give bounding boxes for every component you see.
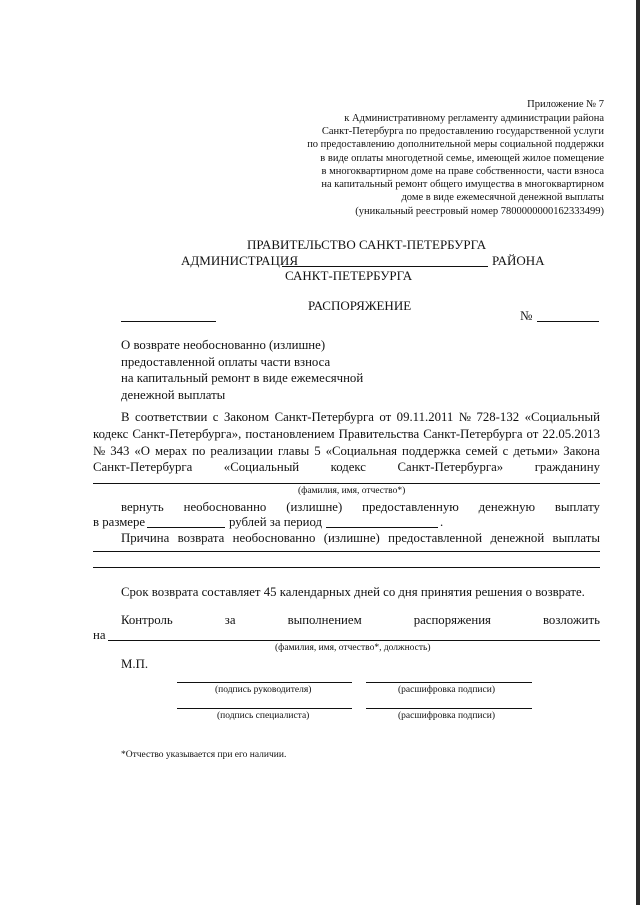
word: кодекс [330,460,366,474]
word: мерах [154,444,188,458]
word: выполнением [287,613,362,627]
word: № [458,410,471,424]
word: Закона [563,444,600,458]
stamp-label: М.П. [121,657,149,671]
subject-line: денежной выплаты [121,387,226,402]
word: выплату [554,500,600,514]
word: денежную [478,500,536,514]
number-blank-line [537,321,599,322]
word: денежной [490,531,545,545]
return-line [121,500,600,515]
word: 5 [314,444,321,458]
amount-end: . [440,515,444,529]
word: постановлением [245,427,335,441]
control-blank-line [108,640,600,641]
word: с [502,444,509,458]
word: необоснованно [232,531,316,545]
spec-decode-line [366,708,532,709]
head-sign-caption: (подпись руководителя) [215,685,312,695]
word: соответствии [135,410,208,424]
para1-line3 [93,444,600,459]
amount-mid: рублей за период [229,515,323,529]
word: детьми» [513,444,559,458]
word: выплаты [552,531,600,545]
word: возврата [177,531,225,545]
fio-blank-line [93,483,600,484]
amount-blank-line [147,527,225,528]
word: № [93,444,106,458]
word: распоряжения [413,613,491,627]
government-title: ПРАВИТЕЛЬСТВО САНКТ-ПЕТЕРБУРГА [247,237,487,252]
word: реализации [210,444,273,458]
word: Правительства [338,427,420,441]
word: главы [277,444,310,458]
word: Контроль [121,613,173,627]
appendix-line: на капитальный ремонт общего имущества в многоквартирном [321,179,604,190]
term-text: Срок возврата составляет 45 календарных дней со дня принятия решения о возврате. [121,585,585,599]
subject-line: предоставленной оплаты части взноса [121,354,331,369]
scan-edge [636,0,640,905]
control-line [121,613,600,628]
appendix-line: Приложение № 7 [527,99,604,110]
word: Санкт-Петербурга» [397,460,504,474]
word: Санкт-Петербурга [423,427,523,441]
word: необоснованно [183,500,267,514]
subject-line: на капитальный ремонт в виде ежемесячной [121,371,364,385]
subject-line: О возврате необоснованно (излишне) [121,338,326,352]
word: 728-132 [476,410,520,424]
word: Санкт-Петербурга [274,410,374,424]
control-on: на [93,628,106,642]
head-decode-line [366,682,532,683]
word: за [224,613,236,627]
word: 09.11.2011 [396,410,454,424]
word: «О [134,444,150,458]
spec-sign-line [177,708,352,709]
city-label: САНКТ-ПЕТЕРБУРГА [285,268,413,283]
word: (излишне) [286,500,343,514]
appendix-line: в виде оплаты многодетной семье, имеющей жилое помещение [320,153,604,164]
word: предоставленную [362,500,459,514]
period-blank-line [326,527,438,528]
word: Причина [121,531,170,545]
date-blank-line [121,321,216,322]
district-blank-line [282,266,488,267]
spec-sign-caption: (подпись специалиста) [217,711,310,721]
word: «Социальная [325,444,398,458]
word: поддержка [402,444,461,458]
word: семей [465,444,498,458]
para1-line4 [93,460,600,475]
word: от [379,410,392,424]
appendix-line: к Административному регламенту администрации района [344,113,604,124]
word: предоставленной [388,531,483,545]
reason-line [121,531,600,546]
word: гражданину [534,460,600,474]
para1-line2 [93,427,600,442]
administration-label: АДМИНИСТРАЦИЯ [181,253,298,268]
reason-blank-line-2 [93,567,600,568]
subject-block [121,337,363,403]
word: от [526,427,539,441]
reason-blank-line-1 [93,551,600,552]
word: «Социальный [223,460,300,474]
word: В [121,410,130,424]
appendix-line: Санкт-Петербурга по предоставлению государственной услуги [321,126,604,137]
word: Санкт-Петербурга», [132,427,242,441]
word: с [212,410,219,424]
word: (излишне) [323,531,380,545]
appendix-line: (уникальный реестровый номер 7800000000162333499) [355,206,604,217]
word: Законом [223,410,270,424]
para1-line1 [121,410,600,425]
word: 22.05.2013 [542,427,600,441]
word: по [192,444,206,458]
document-type: РАСПОРЯЖЕНИЕ [308,298,412,313]
control-caption: (фамилия, имя, отчество*, должность) [275,643,431,653]
number-sign: № [520,308,533,323]
fio-caption: (фамилия, имя, отчество*) [298,486,406,496]
head-sign-line [177,682,352,683]
word: 343 [110,444,130,458]
word: возложить [542,613,600,627]
footnote: *Отчество указывается при его наличии. [121,750,287,760]
appendix-line: доме в виде ежемесячной денежной выплаты [401,192,604,203]
appendix-line: в многоквартирном доме на праве собственности, части взноса [321,166,604,177]
district-label: РАЙОНА [492,253,545,268]
spec-decode-caption: (расшифровка подписи) [398,711,495,721]
appendix-line: по предоставлению дополнительной меры социальной поддержки [307,139,604,150]
word: «Социальный [524,410,600,424]
word: кодекс [93,427,129,441]
amount-prefix: в размере [93,515,146,529]
head-decode-caption: (расшифровка подписи) [398,685,495,695]
word: вернуть [121,500,164,514]
word: Санкт-Петербурга [93,460,193,474]
